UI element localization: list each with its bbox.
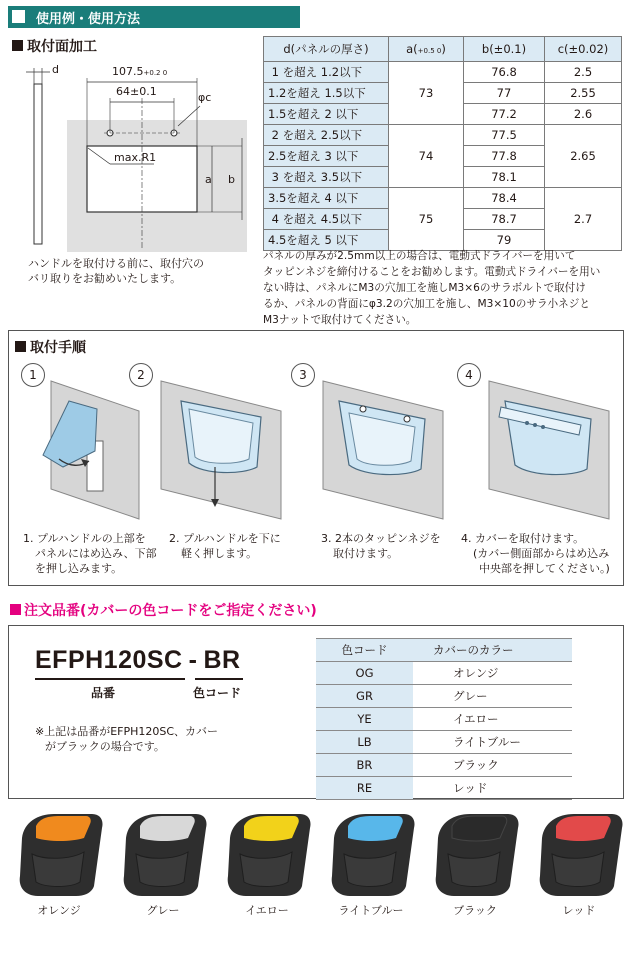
product-gray: グレー — [118, 808, 208, 918]
dim-radius-label: max.R1 — [114, 151, 157, 164]
product-red: レッド — [534, 808, 624, 918]
b-cell: 77.8 — [464, 146, 545, 167]
section-header-title: 使用例・使用方法 — [36, 12, 141, 27]
color-name-header: カバーのカラー — [413, 639, 572, 662]
product-image — [118, 808, 208, 898]
table-row: LB ライトブルー — [316, 731, 572, 754]
d-cell: 1 を超え 1.2以下 — [264, 62, 389, 83]
table-row: RE レッド — [316, 777, 572, 800]
table-row: BR ブラック — [316, 754, 572, 777]
c-cell: 2.55 — [545, 83, 622, 104]
title-bullet-icon — [15, 341, 26, 352]
product-image — [326, 808, 416, 898]
product-lightblue: ライトブルー — [326, 808, 416, 918]
step-text: 4. カバーを取付けます。 (カバー側面部からはめ込み 中央部を押してください。) — [461, 532, 610, 575]
product-yellow: イエロー — [222, 808, 312, 918]
part-label: 品番 — [91, 686, 116, 700]
a-cell: 73 — [389, 62, 464, 125]
a-cell: 75 — [389, 188, 464, 251]
color-label: 色コード — [193, 686, 242, 700]
dim-d-label: d — [52, 63, 59, 76]
order-title: 注文品番(カバーの色コードをご指定ください) — [10, 600, 317, 620]
title-bullet-icon — [10, 604, 21, 615]
product-image — [430, 808, 520, 898]
col-b-header: b(±0.1) — [464, 37, 545, 62]
step-number: 3 — [291, 363, 315, 387]
steps-title: 取付手順 — [15, 337, 86, 357]
col-c-header: c(±0.02) — [545, 37, 622, 62]
cutout-note: ハンドルを取付ける前に、取付穴の バリ取りをお勧めいたします。 — [28, 257, 204, 285]
step4-illustration — [481, 371, 611, 521]
color-underline — [195, 678, 243, 680]
b-cell: 78.4 — [464, 188, 545, 209]
b-cell: 78.7 — [464, 209, 545, 230]
d-cell: 1.2を超え 1.5以下 — [264, 83, 389, 104]
d-cell: 3.5を超え 4 以下 — [264, 188, 389, 209]
table-row: YE イエロー — [316, 708, 572, 731]
b-cell: 77.5 — [464, 125, 545, 146]
table-row: GR グレー — [316, 685, 572, 708]
dim-b-label: b — [228, 173, 235, 186]
c-cell: 2.7 — [545, 188, 622, 251]
header-square-icon — [12, 10, 25, 23]
d-cell: 1.5を超え 2 以下 — [264, 104, 389, 125]
order-box — [8, 625, 624, 799]
dim-phic-label: φc — [198, 91, 212, 104]
step-text: 3. 2本のタッピンネジを 取付けます。 — [321, 532, 441, 560]
col-a-header: a(+0.5 0) — [389, 37, 464, 62]
c-cell: 2.5 — [545, 62, 622, 83]
spec-note: パネルの厚みが2.5mm以上の場合は、電動式ドライバーを用いて タッピンネジを締付けることをお勧めします。電動式ドライバーを用い ない時は、パネルにM3の穴加工を施しM3×6のサラボルトで取付け るか、パネルの背面にφ3.2の穴加工を施し、M3×10のサラ小ネジと M3ナットで取付けてください。 — [263, 250, 601, 326]
d-cell: 2 を超え 2.5以下 — [264, 125, 389, 146]
cutout-title: 取付面加工 — [12, 36, 97, 56]
part-code: EFPH120SC - BR — [35, 646, 241, 674]
color-code-header: 色コード — [316, 639, 413, 662]
step-text: 1. プルハンドルの上部を パネルにはめ込み、下部 を押し込みます。 — [23, 532, 157, 575]
product-image — [14, 808, 104, 898]
step-text: 2. プルハンドルを下に 軽く押します。 — [169, 532, 281, 560]
b-cell: 76.8 — [464, 62, 545, 83]
dim-a-label: a — [205, 173, 212, 186]
step1-illustration — [29, 371, 149, 521]
a-cell: 74 — [389, 125, 464, 188]
order-note: ※上記は品番がEFPH120SC、カバー がブラックの場合です。 — [35, 725, 219, 753]
b-cell: 77.2 — [464, 104, 545, 125]
section-header — [8, 6, 300, 28]
part-underline — [35, 678, 185, 680]
c-cell: 2.65 — [545, 125, 622, 188]
col-d-header: d(パネルの厚さ) — [264, 37, 389, 62]
d-cell: 2.5を超え 3 以下 — [264, 146, 389, 167]
d-cell: 4 を超え 4.5以下 — [264, 209, 389, 230]
product-black: ブラック — [430, 808, 520, 918]
product-orange: オレンジ — [14, 808, 104, 918]
table-row: OG オレンジ — [316, 662, 572, 685]
product-gallery — [14, 808, 624, 928]
title-bullet-icon — [12, 40, 23, 51]
d-cell: 4.5を超え 5 以下 — [264, 230, 389, 251]
step-number: 4 — [457, 363, 481, 387]
c-cell: 2.6 — [545, 104, 622, 125]
step3-illustration — [315, 371, 445, 521]
b-cell: 79 — [464, 230, 545, 251]
color-table — [316, 638, 572, 800]
d-cell: 3 を超え 3.5以下 — [264, 167, 389, 188]
dim-64-label: 64±0.1 — [116, 85, 157, 98]
step-number: 2 — [129, 363, 153, 387]
product-image — [222, 808, 312, 898]
b-cell: 78.1 — [464, 167, 545, 188]
steps-box — [8, 330, 624, 586]
step-number: 1 — [21, 363, 45, 387]
dim-total-label: 107.5+0.2 0 — [112, 65, 168, 78]
b-cell: 77 — [464, 83, 545, 104]
spec-table — [263, 36, 622, 251]
product-image — [534, 808, 624, 898]
step2-illustration — [153, 371, 283, 521]
